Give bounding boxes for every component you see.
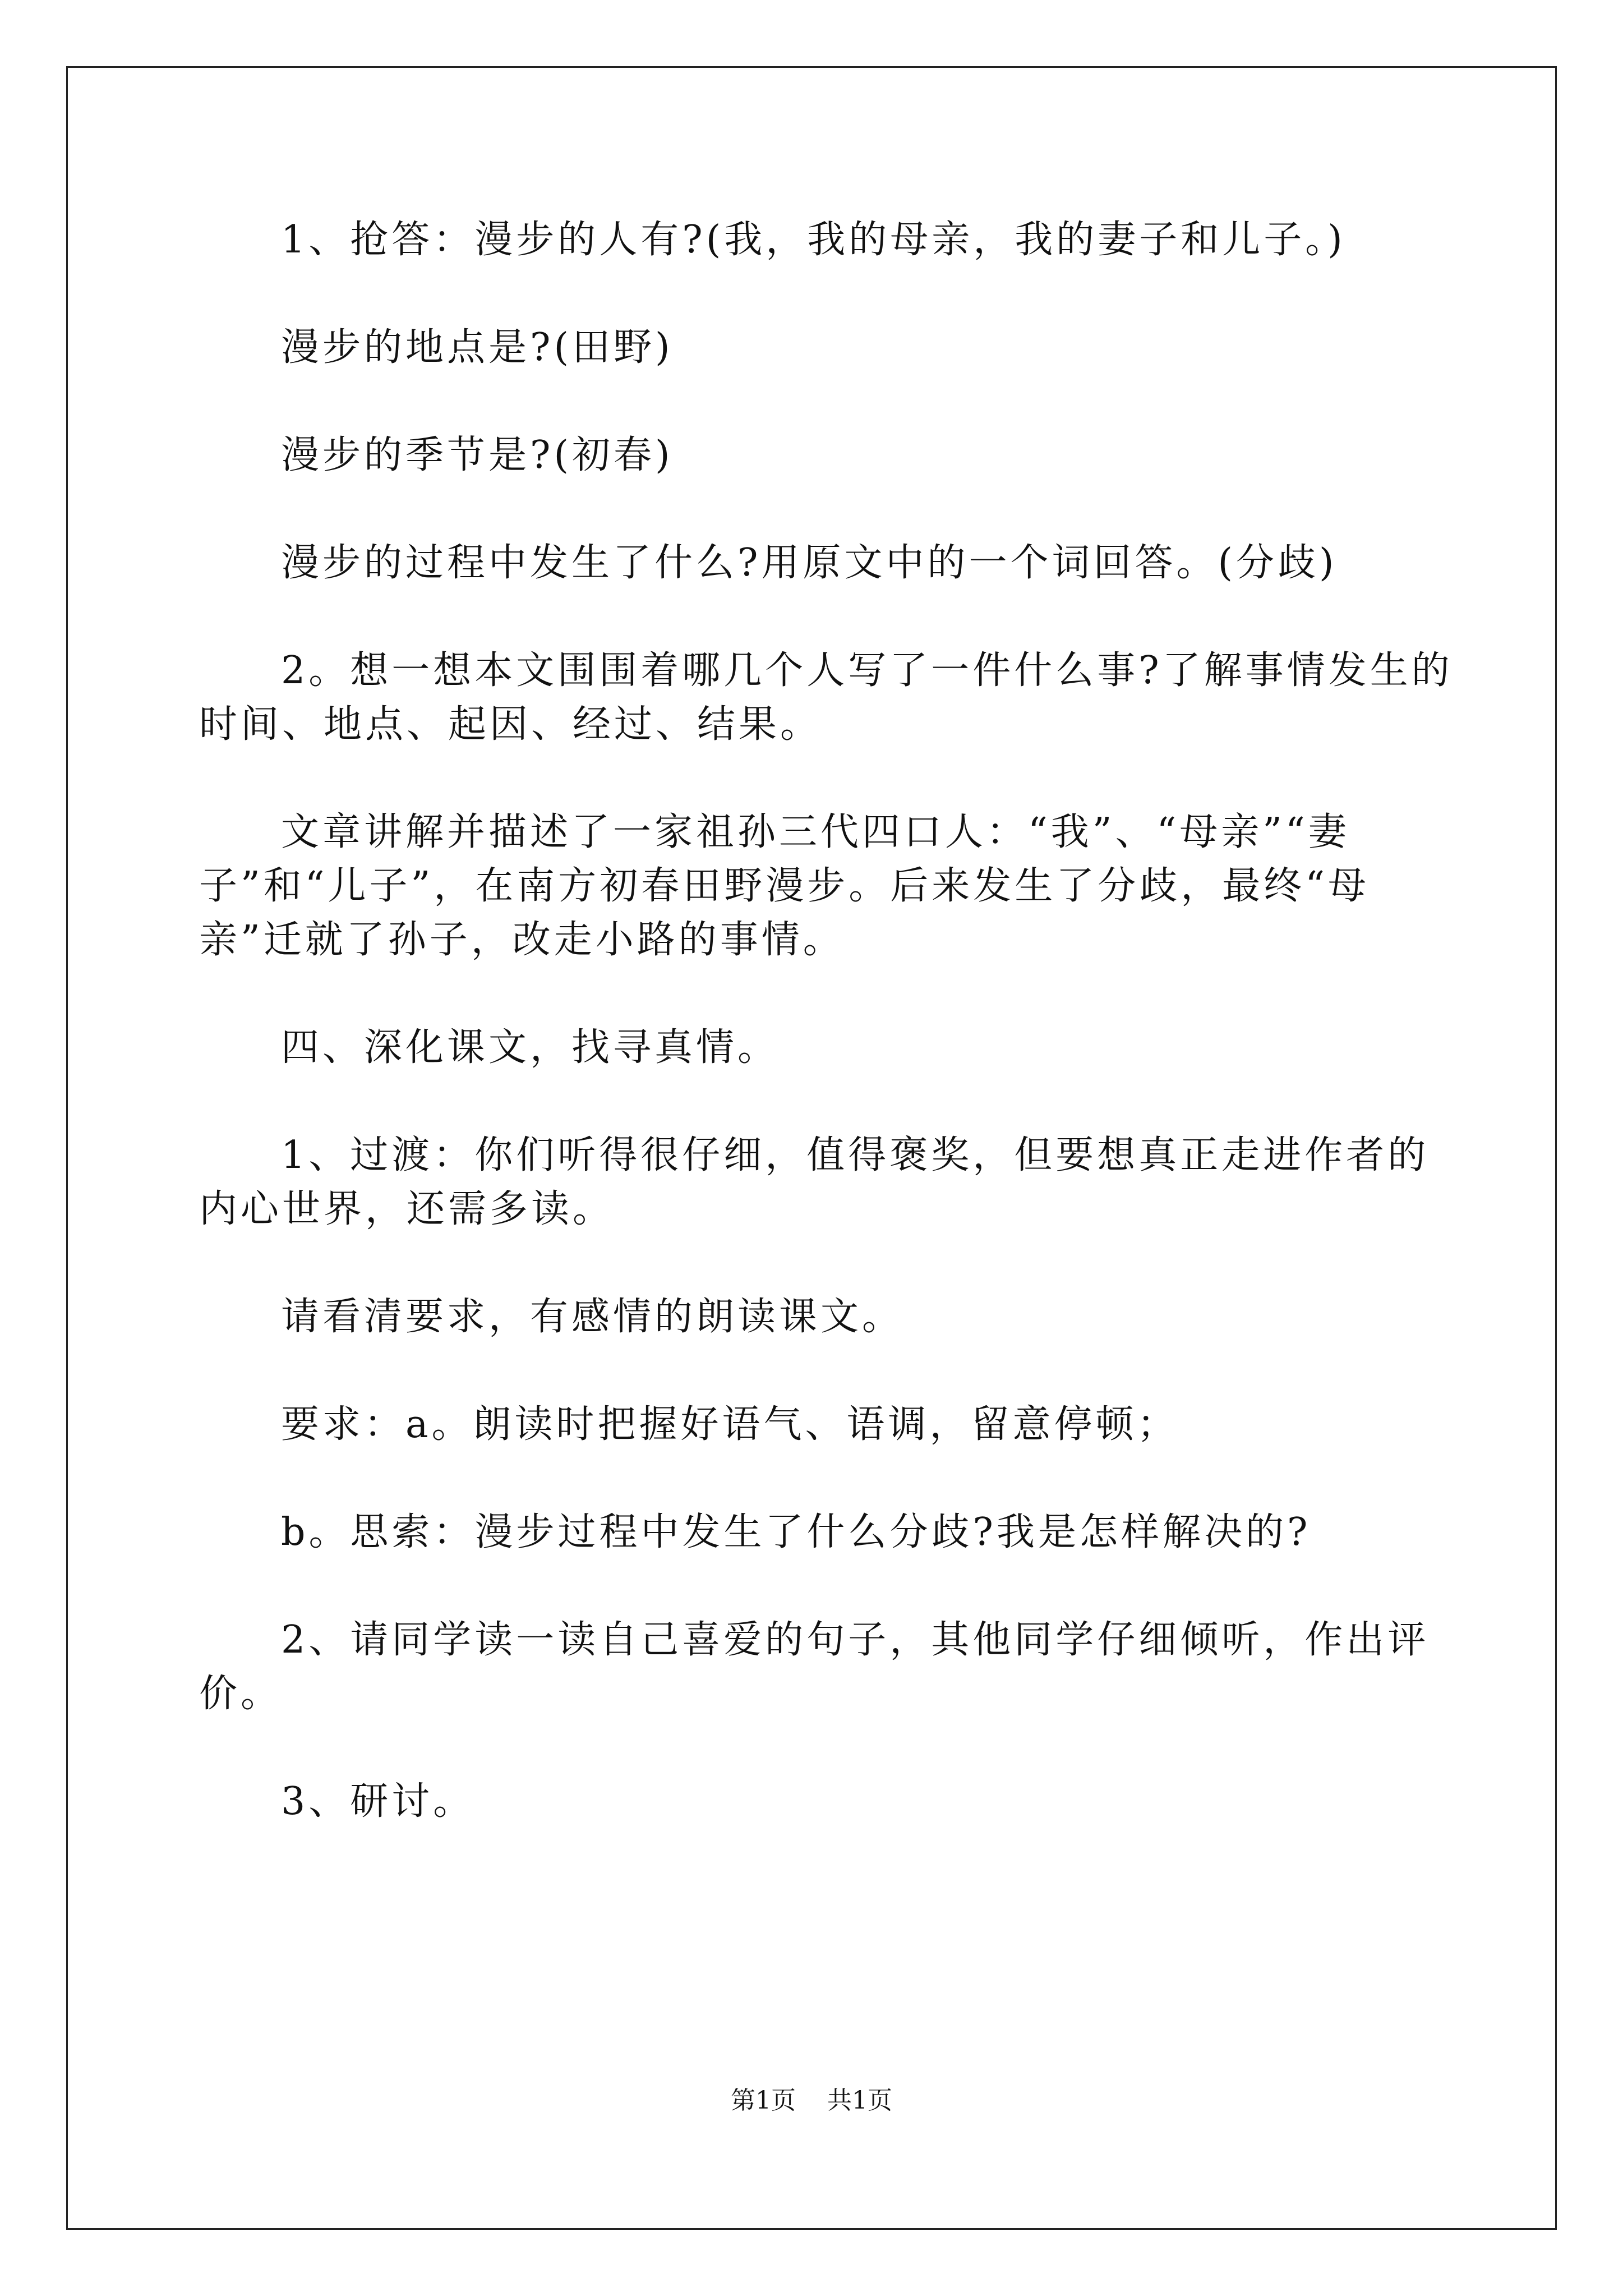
paragraph: 1、抢答：漫步的人有?(我，我的母亲，我的妻子和儿子。) xyxy=(281,218,1346,262)
page-total: 共1页 xyxy=(827,2086,892,2115)
page-number: 第1页 xyxy=(731,2086,796,2115)
paragraph: 漫步的过程中发生了什么?用原文中的一个词回答。(分歧) xyxy=(281,541,1338,585)
document-body xyxy=(199,213,1455,1883)
paragraph: 2、请同学读一读自己喜爱的句子，其他同学仔细倾听，作出评价。 xyxy=(199,1618,1430,1716)
paragraph: 要求：a。朗读时把握好语气、语调，留意停顿； xyxy=(281,1402,1179,1447)
paragraph: 2。想一想本文围围着哪几个人写了一件什么事?了解事情发生的时间、地点、起因、经过、结果。 xyxy=(199,648,1453,747)
paragraph: 漫步的季节是?(初春) xyxy=(281,433,674,477)
paragraph: 3、研讨。 xyxy=(281,1779,475,1824)
paragraph: 1、过渡：你们听得很仔细，值得褒奖，但要想真正走进作者的内心世界，还需多读。 xyxy=(199,1133,1430,1231)
paragraph: 请看清要求，有感情的朗读课文。 xyxy=(281,1295,904,1339)
paragraph: 四、深化课文，找寻真情。 xyxy=(281,1025,780,1070)
paragraph: 文章讲解并描述了一家祖孙三代四口人：“我”、“母亲”“妻子”和“儿子”，在南方初春田野漫步。后来发生了分歧，最终“母亲”迁就了孙子，改走小路的事情。 xyxy=(199,810,1370,962)
paragraph: 漫步的地点是?(田野) xyxy=(281,325,674,370)
paragraph: b。思索：漫步过程中发生了什么分歧?我是怎样解决的? xyxy=(281,1510,1311,1554)
page-footer xyxy=(0,2084,1623,2118)
